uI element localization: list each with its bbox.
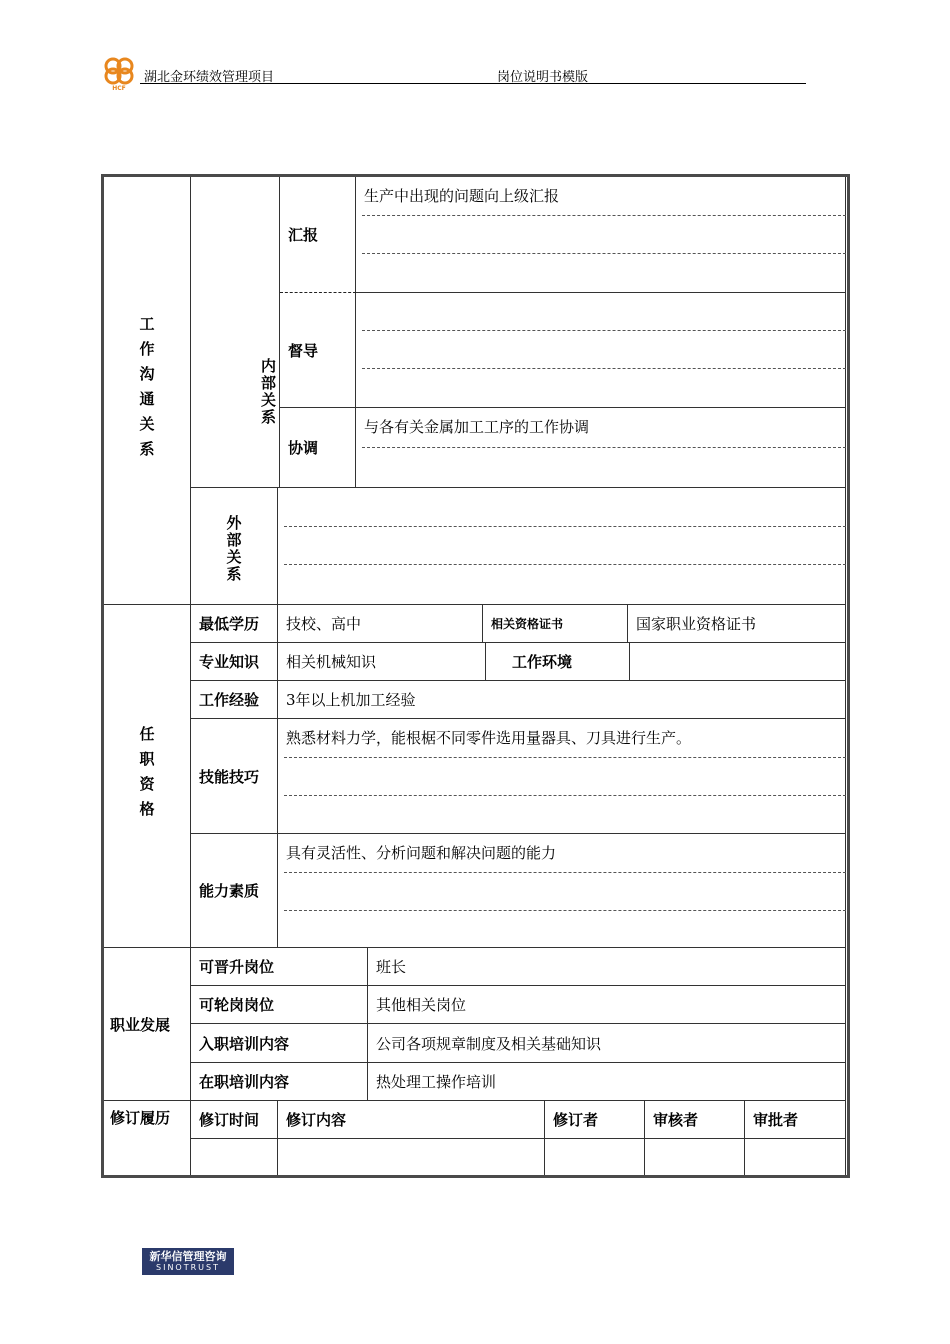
skill-dash-line [284,795,846,796]
rev-col-author: 修订者 [545,1101,645,1139]
promote-value: 班长 [368,948,846,986]
ability-label: 能力素质 [191,834,278,948]
onboard-value: 公司各项规章制度及相关基础知识 [368,1024,846,1063]
env-value [630,643,846,681]
coord-text: 与各有关金属加工工序的工作协调 [356,408,846,488]
section-career-title: 职业发展 [104,948,191,1101]
edu-value: 技校、高中 [278,605,483,643]
rev-cell-content [278,1139,545,1175]
supervise-dash-line [362,330,846,331]
external-relations-text [278,488,846,605]
rev-col-approver: 审批者 [745,1101,846,1139]
exp-value: 3年以上机加工经验 [278,681,846,719]
promote-label: 可晋升岗位 [191,948,368,986]
section-communication-title: 工作沟通关系 [104,177,191,605]
cert-value: 国家职业资格证书 [628,605,846,643]
skill-dash-line [284,757,846,758]
report-text: 生产中出现的问题向上级汇报 [356,177,846,293]
doc-type: 岗位说明书模版 [497,70,589,85]
logo-text: HCF [112,85,126,92]
header-divider [140,83,806,84]
supervise-text [356,293,846,408]
section-revision-title: 修订履历 [104,1101,191,1175]
ability-value: 具有灵活性、分析问题和解决问题的能力 [278,834,846,948]
rev-cell-author [545,1139,645,1175]
env-label: 工作环境 [486,643,630,681]
logo-en: SINOTRUST [156,1263,220,1272]
edu-label: 最低学历 [191,605,278,643]
rev-cell-time [191,1139,278,1175]
coord-label: 协调 [280,408,356,488]
knowledge-label: 专业知识 [191,643,278,681]
rev-col-content: 修订内容 [278,1101,545,1139]
section-qualification-title: 任职资格 [104,605,191,948]
job-description-form [101,174,850,1178]
ability-dash-line [284,872,846,873]
external-relations-label: 外部关系 [191,488,278,605]
rotate-value: 其他相关岗位 [368,986,846,1024]
report-label: 汇报 [280,177,356,293]
sinotrust-logo [142,1248,234,1275]
report-dash-line [362,253,846,254]
internal-relations-label: 内部关系 [191,177,280,488]
rotate-label: 可轮岗岗位 [191,986,368,1024]
knowledge-value: 相关机械知识 [278,643,486,681]
rev-col-time: 修订时间 [191,1101,278,1139]
onthejob-label: 在职培训内容 [191,1063,368,1101]
skill-label: 技能技巧 [191,719,278,834]
hcf-logo-icon [101,54,137,92]
coord-dash-line [362,447,846,448]
report-dash-line [362,215,846,216]
onboard-label: 入职培训内容 [191,1024,368,1063]
cert-label: 相关资格证书 [483,605,628,643]
project-title: 湖北金环绩效管理项目 [144,70,275,85]
external-dash-line [284,564,846,565]
rev-col-reviewer: 审核者 [645,1101,745,1139]
external-dash-line [284,526,846,527]
skill-value: 熟悉材料力学，能根椐不同零件选用量器具、刀具进行生产。 [278,719,846,834]
logo-cn: 新华信管理咨询 [149,1250,227,1263]
supervise-label: 督导 [280,293,356,408]
supervise-dash-line [362,368,846,369]
rev-cell-reviewer [645,1139,745,1175]
exp-label: 工作经验 [191,681,278,719]
ability-dash-line [284,910,846,911]
rev-cell-approver [745,1139,846,1175]
onthejob-value: 热处理工操作培训 [368,1063,846,1101]
